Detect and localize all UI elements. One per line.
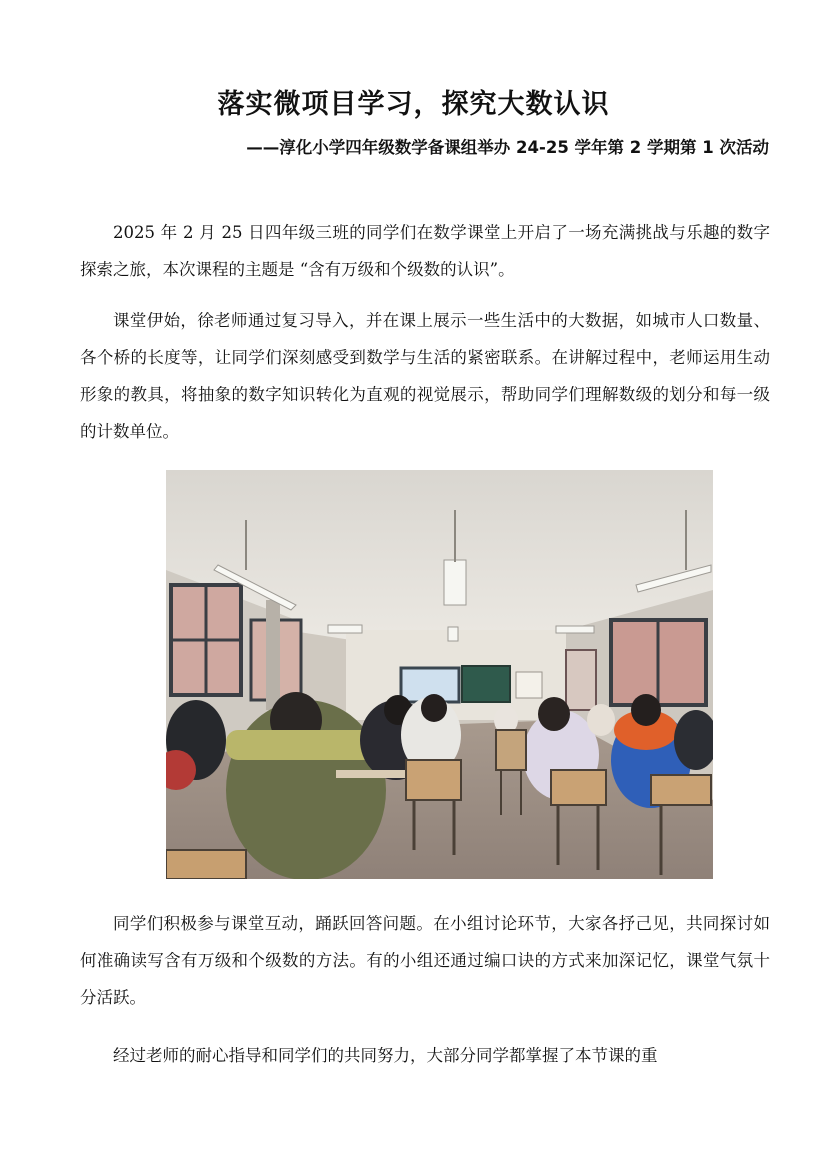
document-title: 落实微项目学习，探究大数认识 <box>217 89 610 120</box>
paragraph-lesson-start: 课堂伊始，徐老师通过复习导入，并在课上展示一些生活中的大数据，如城市人口数量、各个桥的长度等，让同学们深刻感受到数学与生活的紧密联系。在讲解过程中，老师运用生动形象的教具，将抽象的数字知识转化为直观的视觉展示，帮助同学们理解数级的划分和每一级的计数单位。 <box>80 311 770 441</box>
document-subtitle: ——淳化小学四年级数学备课组举办 24-25 学年第 2 学期第 1 次活动 <box>246 138 769 157</box>
classroom-photo <box>166 470 713 879</box>
paragraph-conclusion: 经过老师的耐心指导和同学们的共同努力，大部分同学都掌握了本节课的重 <box>113 1046 658 1065</box>
paragraph-intro: 2025 年 2 月 25 日四年级三班的同学们在数学课堂上开启了一场充满挑战与乐趣的数字探索之旅，本次课程的主题是 “含有万级和个级数的认识”。 <box>80 223 770 279</box>
paragraph-interaction: 同学们积极参与课堂互动，踊跃回答问题。在小组讨论环节，大家各抒己见，共同探讨如何准确读写含有万级和个级数的方法。有的小组还通过编口诀的方式来加深记忆，课堂气氛十分活跃。 <box>80 914 770 1007</box>
